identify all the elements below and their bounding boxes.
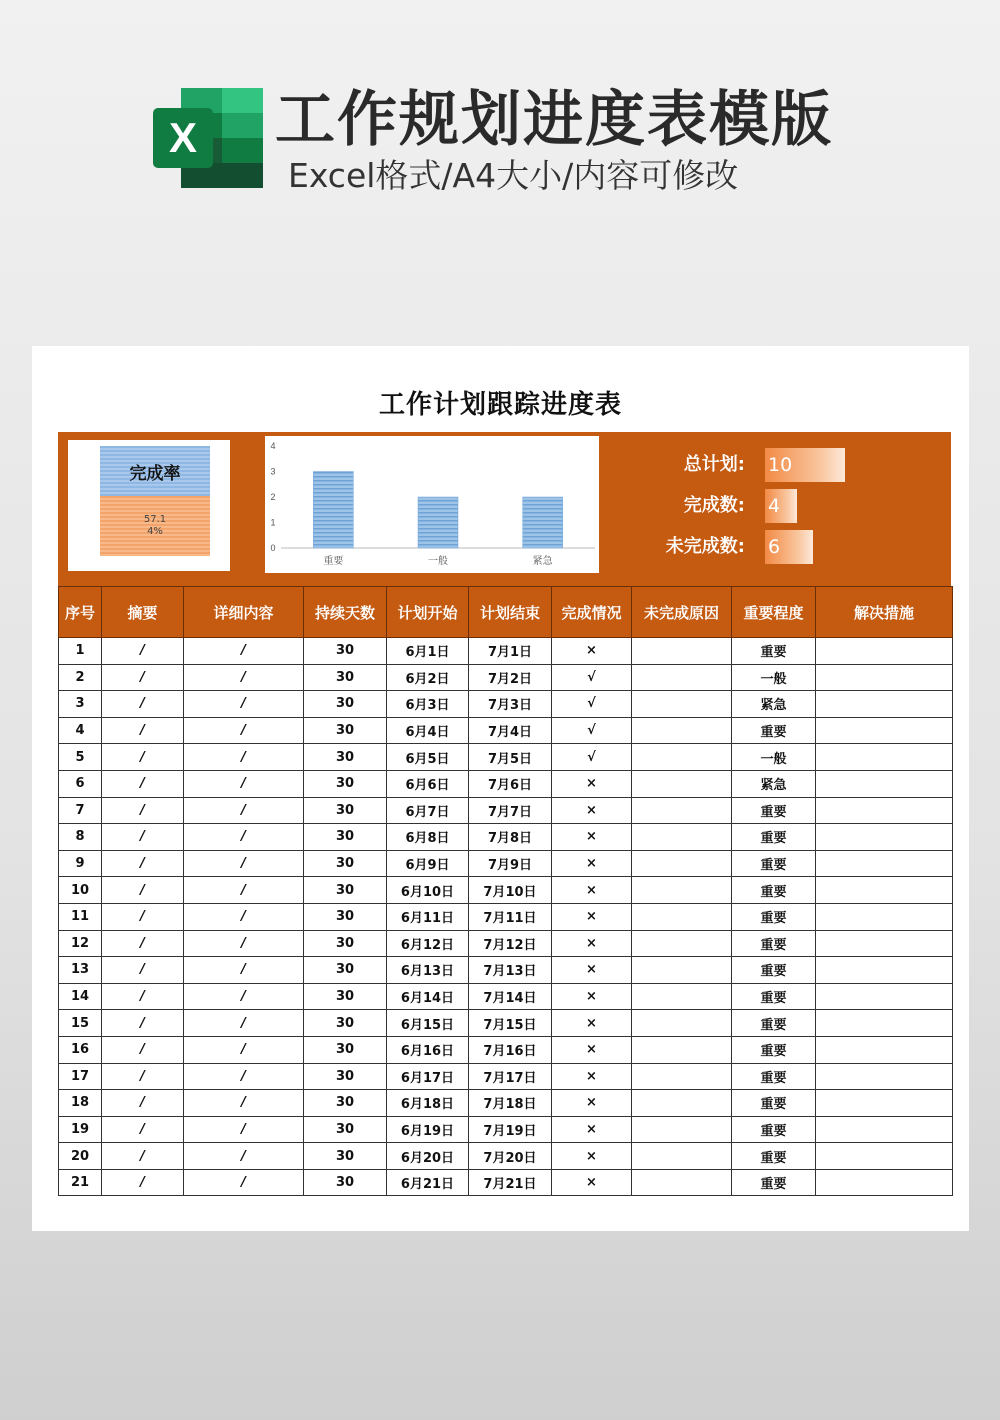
table-cell[interactable]: 7月10日 (469, 877, 552, 904)
table-cell[interactable]: / (102, 1143, 184, 1170)
table-cell[interactable]: 6月2日 (387, 664, 469, 691)
table-cell[interactable]: × (552, 1169, 632, 1196)
table-cell[interactable]: / (184, 1036, 304, 1063)
table-cell[interactable] (816, 1116, 953, 1143)
table-cell[interactable] (632, 903, 732, 930)
table-cell[interactable]: 7月1日 (469, 638, 552, 665)
col-header[interactable]: 未完成原因 (632, 587, 732, 638)
table-cell[interactable]: / (102, 1090, 184, 1117)
table-cell[interactable]: / (184, 1010, 304, 1037)
table-cell[interactable]: / (102, 877, 184, 904)
table-cell[interactable] (632, 824, 732, 851)
table-cell[interactable]: 15 (59, 1010, 102, 1037)
table-cell[interactable]: 30 (304, 664, 387, 691)
table-cell[interactable] (632, 1063, 732, 1090)
stat-undone-value: 6 (768, 536, 781, 558)
table-row (59, 824, 953, 851)
table-cell[interactable]: 7月12日 (469, 930, 552, 957)
table-cell[interactable]: 30 (304, 744, 387, 771)
completion-rate-gauge (68, 440, 230, 571)
table-cell[interactable]: × (552, 1116, 632, 1143)
table-cell[interactable]: 6月11日 (387, 903, 469, 930)
table-cell[interactable]: / (102, 1063, 184, 1090)
table-cell[interactable]: 重要 (732, 957, 816, 984)
table-cell[interactable]: 19 (59, 1116, 102, 1143)
table-cell[interactable]: 6月21日 (387, 1169, 469, 1196)
table-cell[interactable]: 重要 (732, 1169, 816, 1196)
table-row (59, 930, 953, 957)
table-cell[interactable]: 20 (59, 1143, 102, 1170)
table-cell[interactable]: × (552, 1010, 632, 1037)
bar-一般 (418, 497, 458, 548)
table-cell[interactable]: / (102, 770, 184, 797)
table-cell[interactable]: / (184, 930, 304, 957)
table-cell[interactable]: 7月2日 (469, 664, 552, 691)
table-cell[interactable] (816, 717, 953, 744)
table-cell[interactable] (632, 797, 732, 824)
table-cell[interactable]: / (184, 1116, 304, 1143)
bar-重要 (313, 472, 353, 549)
table-cell[interactable] (632, 983, 732, 1010)
table-cell[interactable] (816, 903, 953, 930)
col-header[interactable]: 计划开始 (387, 587, 469, 638)
table-cell[interactable]: 重要 (732, 1010, 816, 1037)
spreadsheet-preview (32, 346, 969, 1231)
table-row (59, 664, 953, 691)
table-cell[interactable]: 重要 (732, 1143, 816, 1170)
table-cell[interactable]: 6月12日 (387, 930, 469, 957)
table-cell[interactable]: √ (552, 691, 632, 718)
table-cell[interactable]: 7月20日 (469, 1143, 552, 1170)
table-cell[interactable]: / (102, 957, 184, 984)
table-cell[interactable]: / (184, 744, 304, 771)
table-cell[interactable]: / (184, 717, 304, 744)
table-cell[interactable]: / (102, 664, 184, 691)
table-cell[interactable]: / (184, 664, 304, 691)
table-cell[interactable]: 7月15日 (469, 1010, 552, 1037)
table-cell[interactable]: × (552, 930, 632, 957)
table-cell[interactable]: 6月17日 (387, 1063, 469, 1090)
table-cell[interactable]: × (552, 797, 632, 824)
table-row (59, 691, 953, 718)
y-tick-label: 4 (270, 441, 276, 451)
table-cell[interactable] (632, 877, 732, 904)
table-cell[interactable]: 6月16日 (387, 1036, 469, 1063)
table-cell[interactable]: 6月13日 (387, 957, 469, 984)
x-tick-label: 一般 (428, 556, 448, 567)
table-cell[interactable] (632, 638, 732, 665)
table-cell[interactable]: / (102, 1036, 184, 1063)
table-cell[interactable] (816, 1090, 953, 1117)
table-cell[interactable]: 30 (304, 903, 387, 930)
table-cell[interactable] (816, 824, 953, 851)
table-cell[interactable]: 10 (59, 877, 102, 904)
y-tick-label: 0 (270, 543, 276, 553)
table-cell[interactable]: / (184, 1169, 304, 1196)
col-header[interactable]: 完成情况 (552, 587, 632, 638)
table-cell[interactable]: × (552, 983, 632, 1010)
table-cell[interactable]: × (552, 770, 632, 797)
gauge-label: 完成率 (100, 446, 210, 496)
table-cell[interactable]: 6月15日 (387, 1010, 469, 1037)
table-cell[interactable] (816, 744, 953, 771)
table-cell[interactable]: × (552, 1143, 632, 1170)
stat-done (623, 489, 943, 523)
table-cell[interactable]: 3 (59, 691, 102, 718)
table-cell[interactable]: × (552, 638, 632, 665)
table-cell[interactable]: 7月13日 (469, 957, 552, 984)
table-cell[interactable]: / (184, 770, 304, 797)
y-tick-label: 2 (270, 492, 276, 502)
table-cell[interactable]: √ (552, 744, 632, 771)
table-cell[interactable]: 6月6日 (387, 770, 469, 797)
table-cell[interactable]: / (102, 691, 184, 718)
col-header[interactable]: 重要程度 (732, 587, 816, 638)
table-cell[interactable] (632, 691, 732, 718)
table-cell[interactable]: 6 (59, 770, 102, 797)
table-cell[interactable]: 6月4日 (387, 717, 469, 744)
stat-total-label: 总计划: (683, 454, 745, 475)
importance-bar-chart (265, 436, 599, 573)
table-cell[interactable] (632, 717, 732, 744)
gauge-value-line1: 57.1 (143, 514, 167, 525)
y-tick-label: 1 (270, 517, 276, 528)
table-cell[interactable]: / (184, 638, 304, 665)
table-cell[interactable]: / (102, 903, 184, 930)
table-cell[interactable] (632, 744, 732, 771)
table-cell[interactable]: 30 (304, 850, 387, 877)
stat-total (623, 448, 943, 482)
table-row (59, 983, 953, 1010)
table-cell[interactable]: 重要 (732, 903, 816, 930)
table-cell[interactable]: 30 (304, 824, 387, 851)
table-row (59, 1116, 953, 1143)
table-cell[interactable] (632, 1169, 732, 1196)
table-cell[interactable]: × (552, 1063, 632, 1090)
table-cell[interactable]: 7月17日 (469, 1063, 552, 1090)
col-header[interactable]: 解决措施 (816, 587, 953, 638)
table-cell[interactable] (632, 1116, 732, 1143)
summary-banner (58, 432, 951, 586)
table-cell[interactable]: 重要 (732, 1090, 816, 1117)
table-cell[interactable]: 重要 (732, 877, 816, 904)
table-cell[interactable]: 7月16日 (469, 1036, 552, 1063)
table-cell[interactable]: 7月6日 (469, 770, 552, 797)
gauge-value (100, 496, 210, 556)
x-tick-label: 重要 (323, 556, 344, 567)
table-row (59, 717, 953, 744)
table-cell[interactable]: 重要 (732, 1063, 816, 1090)
table-cell[interactable]: 12 (59, 930, 102, 957)
col-header[interactable]: 详细内容 (184, 587, 304, 638)
col-header[interactable]: 序号 (59, 587, 102, 638)
table-cell[interactable]: 30 (304, 957, 387, 984)
table-cell[interactable]: 30 (304, 797, 387, 824)
table-cell[interactable]: 6月8日 (387, 824, 469, 851)
table-cell[interactable] (816, 797, 953, 824)
table-cell[interactable] (816, 850, 953, 877)
table-row (59, 744, 953, 771)
table-cell[interactable] (632, 930, 732, 957)
logo-letter: X (168, 114, 198, 161)
table-cell[interactable]: 重要 (732, 983, 816, 1010)
table-cell[interactable]: 7月11日 (469, 903, 552, 930)
table-cell[interactable] (632, 770, 732, 797)
table-row (59, 1010, 953, 1037)
table-row (59, 957, 953, 984)
table-cell[interactable]: 7月9日 (469, 850, 552, 877)
table-cell[interactable]: 30 (304, 1036, 387, 1063)
table-cell[interactable]: 30 (304, 1090, 387, 1117)
table-cell[interactable]: 30 (304, 691, 387, 718)
stat-done-value: 4 (768, 495, 781, 517)
table-cell[interactable]: 重要 (732, 717, 816, 744)
table-cell[interactable]: 30 (304, 983, 387, 1010)
table-cell[interactable]: / (184, 691, 304, 718)
table-cell[interactable]: 7月7日 (469, 797, 552, 824)
table-cell[interactable]: / (102, 744, 184, 771)
page-title: 工作规划进度表模版 (275, 85, 833, 155)
table-row (59, 1090, 953, 1117)
table-cell[interactable]: / (184, 957, 304, 984)
table-cell[interactable]: 30 (304, 1010, 387, 1037)
table-cell[interactable]: × (552, 877, 632, 904)
table-cell[interactable]: / (184, 877, 304, 904)
table-cell[interactable]: 6月20日 (387, 1143, 469, 1170)
table-cell[interactable]: / (184, 824, 304, 851)
table-row (59, 850, 953, 877)
table-cell[interactable]: 重要 (732, 824, 816, 851)
table-cell[interactable] (632, 1143, 732, 1170)
table-cell[interactable]: 18 (59, 1090, 102, 1117)
stat-undone-label: 未完成数: (665, 536, 745, 557)
table-cell[interactable]: 重要 (732, 1036, 816, 1063)
table-cell[interactable]: 7月21日 (469, 1169, 552, 1196)
stats-panel (623, 446, 943, 576)
table-cell[interactable]: 6月10日 (387, 877, 469, 904)
table-cell[interactable] (816, 1169, 953, 1196)
table-cell[interactable]: 7月8日 (469, 824, 552, 851)
table-cell[interactable]: 30 (304, 930, 387, 957)
table-cell[interactable]: / (184, 1143, 304, 1170)
table-cell[interactable] (816, 770, 953, 797)
table-cell[interactable]: 7月5日 (469, 744, 552, 771)
table-cell[interactable] (816, 877, 953, 904)
table-cell[interactable]: 重要 (732, 930, 816, 957)
gauge-value-line2: 4% (147, 526, 163, 537)
table-row (59, 1063, 953, 1090)
table-cell[interactable]: 6月7日 (387, 797, 469, 824)
table-cell[interactable]: × (552, 850, 632, 877)
table-cell[interactable] (816, 983, 953, 1010)
table-row (59, 1143, 953, 1170)
table-cell[interactable]: 7月18日 (469, 1090, 552, 1117)
table-cell[interactable]: 一般 (732, 664, 816, 691)
table-cell[interactable]: 16 (59, 1036, 102, 1063)
table-row (59, 903, 953, 930)
table-cell[interactable]: 30 (304, 877, 387, 904)
table-cell[interactable]: 6月18日 (387, 1090, 469, 1117)
table-cell[interactable]: 2 (59, 664, 102, 691)
table-cell[interactable]: / (102, 1116, 184, 1143)
table-cell[interactable]: 重要 (732, 797, 816, 824)
table-row (59, 770, 953, 797)
table-cell[interactable] (816, 930, 953, 957)
table-row (59, 1036, 953, 1063)
table-cell[interactable] (816, 1143, 953, 1170)
col-header[interactable]: 摘要 (102, 587, 184, 638)
table-cell[interactable]: / (184, 850, 304, 877)
table-cell[interactable]: 6月9日 (387, 850, 469, 877)
table-cell[interactable]: 30 (304, 770, 387, 797)
table-cell[interactable]: × (552, 957, 632, 984)
table-cell[interactable]: 6月1日 (387, 638, 469, 665)
table-cell[interactable]: / (102, 797, 184, 824)
table-cell[interactable]: × (552, 903, 632, 930)
table-cell[interactable]: 6月3日 (387, 691, 469, 718)
col-header[interactable]: 计划结束 (469, 587, 552, 638)
table-cell[interactable]: / (184, 903, 304, 930)
table-cell[interactable]: / (102, 1169, 184, 1196)
table-cell[interactable]: / (184, 1090, 304, 1117)
table-cell[interactable]: 6月5日 (387, 744, 469, 771)
table-cell[interactable] (816, 1036, 953, 1063)
table-cell[interactable]: 11 (59, 903, 102, 930)
x-tick-label: 紧急 (532, 556, 553, 567)
table-cell[interactable]: / (102, 824, 184, 851)
table-cell[interactable]: 6月19日 (387, 1116, 469, 1143)
table-cell[interactable] (632, 957, 732, 984)
table-cell[interactable]: / (102, 638, 184, 665)
table-cell[interactable]: / (102, 1010, 184, 1037)
table-cell[interactable]: / (184, 797, 304, 824)
table-cell[interactable]: 重要 (732, 850, 816, 877)
table-cell[interactable]: 紧急 (732, 691, 816, 718)
table-cell[interactable]: 30 (304, 1116, 387, 1143)
sheet-title: 工作计划跟踪进度表 (378, 390, 622, 420)
table-cell[interactable]: √ (552, 664, 632, 691)
table-cell[interactable]: / (102, 850, 184, 877)
table-cell[interactable]: 30 (304, 1169, 387, 1196)
col-header[interactable]: 持续天数 (304, 587, 387, 638)
table-cell[interactable] (632, 1010, 732, 1037)
table-row (59, 797, 953, 824)
table-cell[interactable]: 30 (304, 717, 387, 744)
table-cell[interactable] (816, 691, 953, 718)
table-cell[interactable]: 9 (59, 850, 102, 877)
promo-header (0, 0, 1000, 230)
table-cell[interactable] (632, 1036, 732, 1063)
table-cell[interactable]: 7月3日 (469, 691, 552, 718)
table-row (59, 1169, 953, 1196)
excel-logo-icon (153, 88, 263, 188)
table-cell[interactable]: / (184, 983, 304, 1010)
table-cell[interactable] (632, 850, 732, 877)
table-cell[interactable]: × (552, 824, 632, 851)
page-subtitle: Excel格式/A4大小/内容可修改 (288, 156, 739, 195)
table-cell[interactable]: 21 (59, 1169, 102, 1196)
table-cell[interactable]: 7月14日 (469, 983, 552, 1010)
table-cell[interactable]: 30 (304, 1143, 387, 1170)
table-cell[interactable]: × (552, 1090, 632, 1117)
table-cell[interactable]: 重要 (732, 1116, 816, 1143)
table-cell[interactable]: 紧急 (732, 770, 816, 797)
table-cell[interactable]: 30 (304, 1063, 387, 1090)
table-cell[interactable]: / (184, 1063, 304, 1090)
stat-done-label: 完成数: (683, 495, 745, 516)
table-cell[interactable]: 30 (304, 638, 387, 665)
table-cell[interactable] (816, 957, 953, 984)
table-cell[interactable] (816, 638, 953, 665)
table-cell[interactable]: √ (552, 717, 632, 744)
stat-total-value: 10 (768, 454, 793, 476)
y-tick-label: 3 (270, 466, 276, 477)
table-cell[interactable]: / (102, 930, 184, 957)
table-cell[interactable]: × (552, 1036, 632, 1063)
table-cell[interactable] (816, 1010, 953, 1037)
table-row (59, 638, 953, 665)
table-cell[interactable]: 一般 (732, 744, 816, 771)
table-cell[interactable]: 8 (59, 824, 102, 851)
table-cell[interactable]: 1 (59, 638, 102, 665)
table-cell[interactable]: 5 (59, 744, 102, 771)
stat-undone (623, 530, 943, 564)
table-cell[interactable]: 4 (59, 717, 102, 744)
table-cell[interactable]: 13 (59, 957, 102, 984)
table-cell[interactable] (632, 664, 732, 691)
table-cell[interactable]: / (102, 983, 184, 1010)
table-cell[interactable]: 14 (59, 983, 102, 1010)
table-cell[interactable]: 重要 (732, 638, 816, 665)
table-cell[interactable]: 7月4日 (469, 717, 552, 744)
table-cell[interactable]: 6月14日 (387, 983, 469, 1010)
progress-table (58, 586, 953, 1196)
table-cell[interactable]: 7 (59, 797, 102, 824)
table-cell[interactable] (816, 1063, 953, 1090)
table-cell[interactable] (632, 1090, 732, 1117)
table-header-row (59, 587, 953, 638)
bar-紧急 (523, 497, 563, 548)
table-row (59, 877, 953, 904)
table-cell[interactable]: 7月19日 (469, 1116, 552, 1143)
table-cell[interactable] (816, 664, 953, 691)
table-cell[interactable]: 17 (59, 1063, 102, 1090)
table-cell[interactable]: / (102, 717, 184, 744)
